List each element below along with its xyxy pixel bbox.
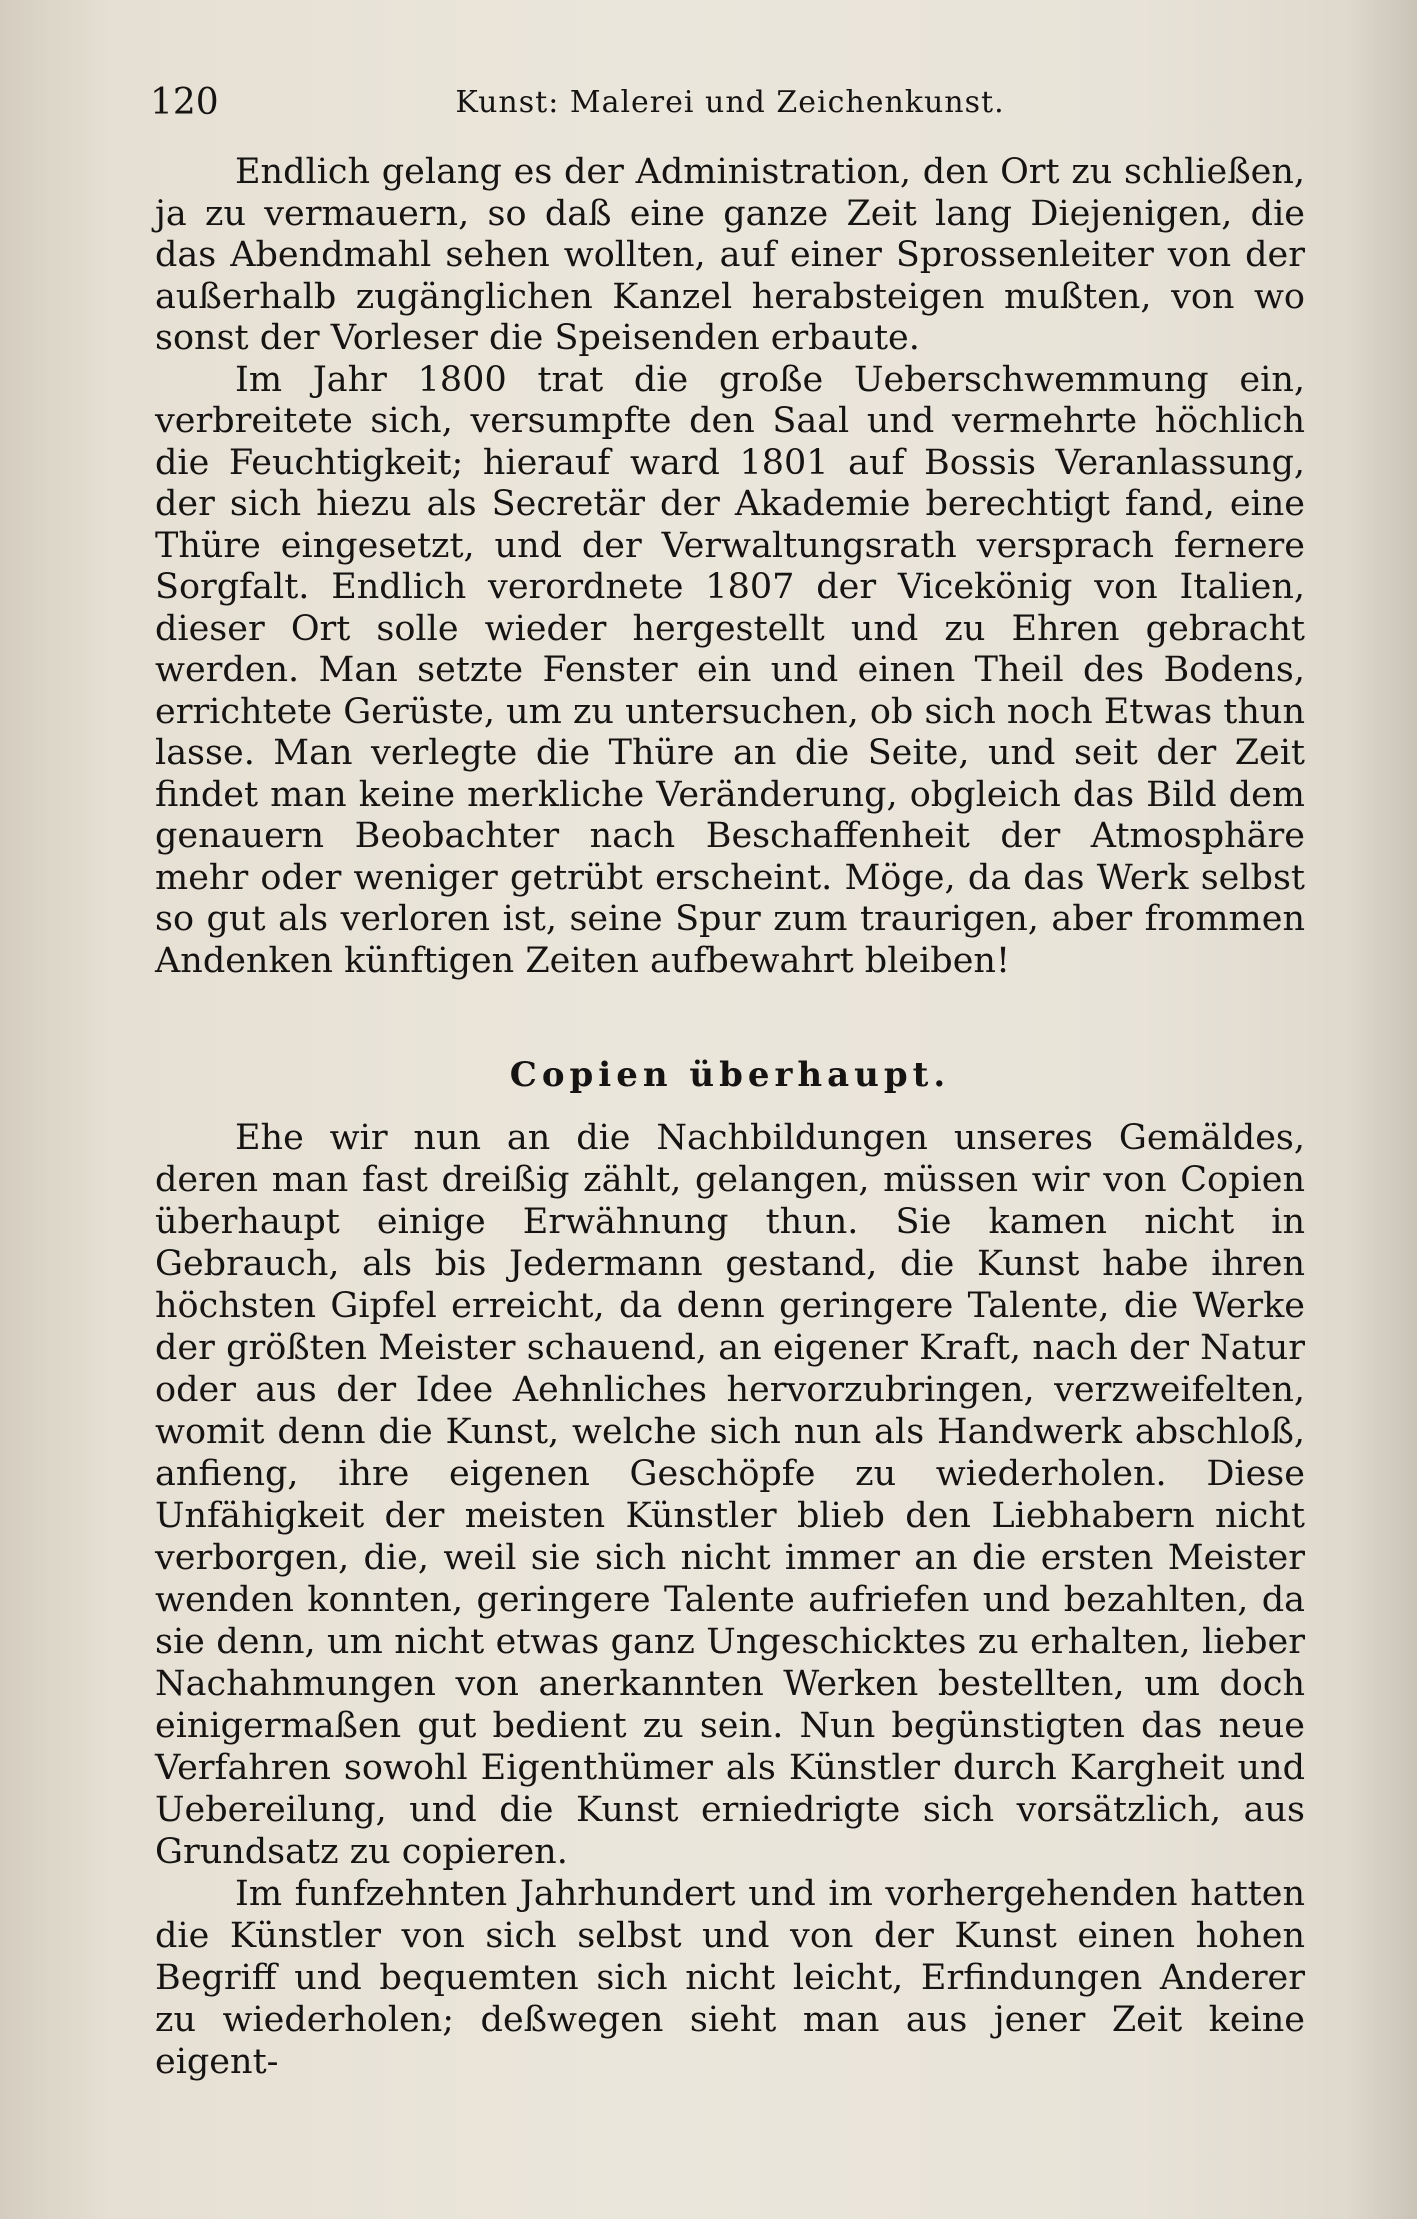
body-text-top (155, 152, 1305, 982)
paragraph: Im Jahr 1800 trat die große Ueberschwemmung ein, verbreitete sich, versumpfte den Saal und vermehrte höchlich die Feuchtigkeit; hierauf ward 1801 auf Bossis Veranlassung, der sich hiezu als Secretär der Akademie berechtigt fand, eine Thüre eingesetzt, und der Verwaltungsrath versprach fernere Sorgfalt. Endlich verordnete 1807 der Vicekönig von Italien, dieser Ort solle wieder hergestellt und zu Ehren gebracht werden. Man setzte Fenster ein und einen Theil des Bodens, errichtete Gerüste, um zu untersuchen, ob sich noch Etwas thun lasse. Man verlegte die Thüre an die Seite, und seit der Zeit findet man keine merkliche Veränderung, obgleich das Bild dem genauern Beobachter nach Beschaffenheit der Atmosphäre mehr oder weniger getrübt erscheint. Möge, da das Werk selbst so gut als verloren ist, seine Spur zum traurigen, aber frommen Andenken künftigen Zeiten aufbewahrt bleiben! (155, 359, 1305, 981)
paragraph: Ehe wir nun an die Nachbildungen unseres Gemäldes, deren man fast dreißig zählt, gelangen, müssen wir von Copien überhaupt einige Erwähnung thun. Sie kamen nicht in Gebrauch, als bis Jedermann gestand, die Kunst habe ihren höchsten Gipfel erreicht, da denn geringere Talente, die Werke der größten Meister schauend, an eigener Kraft, nach der Natur oder aus der Idee Aehnliches hervorzubringen, verzweifelten, womit denn die Kunst, welche sich nun als Handwerk abschloß, anfieng, ihre eigenen Geschöpfe zu wiederholen. Diese Unfähigkeit der meisten Künstler blieb den Liebhabern nicht verborgen, die, weil sie sich nicht immer an die ersten Meister wenden konnten, geringere Talente aufriefen und bezahlten, da sie denn, um nicht etwas ganz Ungeschicktes zu erhalten, lieber Nachahmungen von anerkannten Werken bestellten, um doch einigermaßen gut bedient zu sein. Nun begünstigten das neue Verfahren sowohl Eigenthümer als Künstler durch Kargheit und Uebereilung, und die Kunst erniedrigte sich vorsätzlich, aus Grundsatz zu copieren. (155, 1118, 1305, 1872)
page-number: 120 (150, 82, 219, 123)
paragraph: Im funfzehnten Jahrhundert und im vorhergehenden hatten die Künstler von sich selbst und von der Kunst einen hohen Begriff und bequemten sich nicht leicht, Erfindungen Anderer zu wiederholen; deßwegen sieht man aus jener Zeit keine eigent- (155, 1874, 1305, 2082)
paragraph: Endlich gelang es der Administration, den Ort zu schließen, ja zu vermauern, so daß eine ganze Zeit lang Diejenigen, die das Abendmahl sehen wollten, auf einer Sprossenleiter von der außerhalb zugänglichen Kanzel herabsteigen mußten, von wo sonst der Vorleser die Speisenden erbaute. (155, 152, 1305, 358)
body-text-bottom (155, 1117, 1305, 2083)
page-edge-shadow (1347, 0, 1417, 2219)
running-title: Kunst: Malerei und Zeichenkunst. (455, 85, 1005, 120)
running-header (150, 78, 1310, 128)
section-heading: Copien überhaupt. (509, 1055, 951, 1095)
